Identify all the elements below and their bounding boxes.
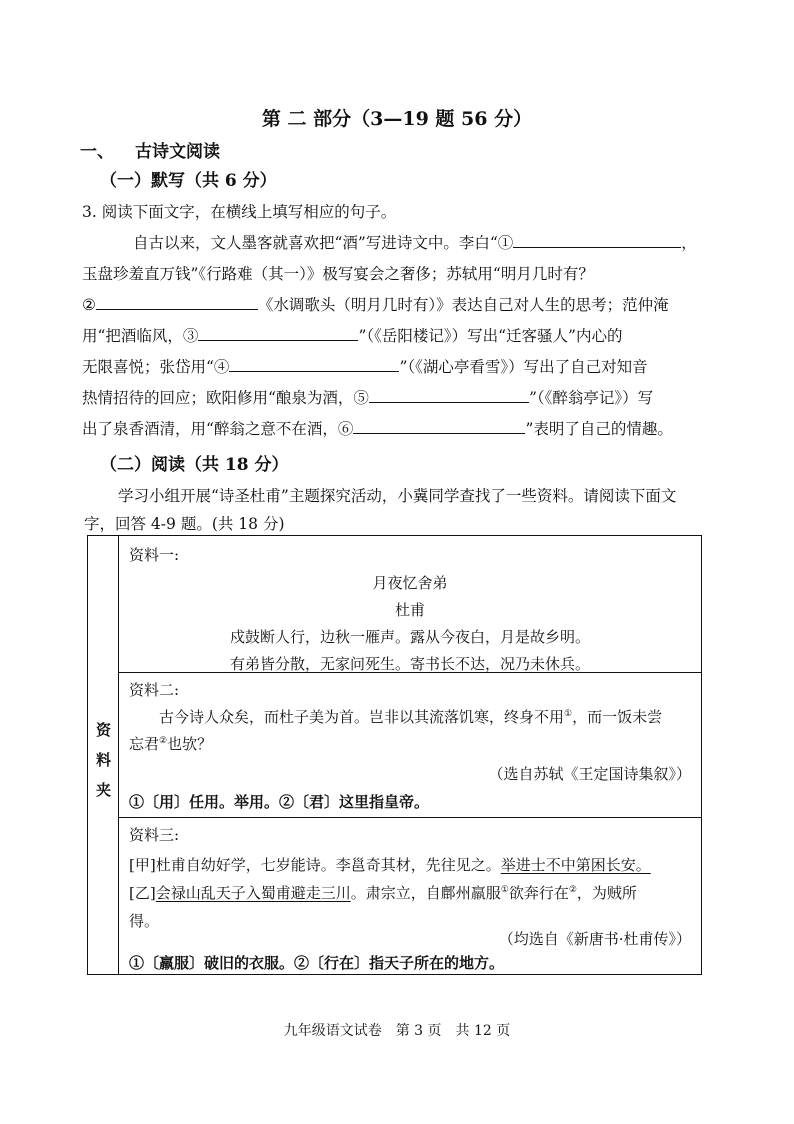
- material-3-jia: [129, 854, 651, 875]
- material-1: [119, 536, 701, 673]
- q3-line2: 玉盘珍羞直万钱”《行路难（其一）》极写宴会之奢侈；苏轼用“明月几时有？: [82, 265, 594, 283]
- q3-line1-text: 自古以来，文人墨客就喜欢把“酒”写进诗文中。李白“①: [133, 234, 514, 252]
- q3-line4-end: ”（《岳阳楼记》）写出“迁客骚人”内心的: [358, 327, 623, 345]
- q3-line6-start: 热情招待的回应；欧阳修用“酿泉为酒，⑤: [82, 389, 369, 407]
- material-1-label: 资料一:: [129, 546, 180, 564]
- section-number: 一、: [80, 142, 114, 162]
- sidebar-char-1: 资: [96, 721, 112, 739]
- material-3-label: 资料三:: [129, 826, 180, 844]
- footnote-mark-2: ②: [159, 736, 168, 746]
- q3-line7-end: ”表明了自己的情趣。: [525, 420, 673, 438]
- q3-line3: [82, 293, 669, 315]
- sidebar-char-2: 料: [96, 751, 112, 769]
- q3-line7-start: 出了泉香酒清，用“醉翁之意不在酒，⑥: [82, 420, 354, 438]
- subsection-dictation: （一）默写（共 6 分）: [100, 171, 277, 191]
- material-2-text-b: ，而一饭未尝: [572, 708, 663, 726]
- jia-underlined: 举进士不中第困长安。: [500, 856, 651, 874]
- q3-line1-end: ，: [681, 234, 697, 252]
- answer-blank-3[interactable]: [198, 326, 358, 341]
- q3-line4-start: 用“把酒临风，③: [82, 327, 199, 345]
- q3-line6-end: ”（《醉翁亭记》）写: [528, 389, 654, 407]
- material-2-text-a: 古今诗人众矣，而杜子美为首。岂非以其流落饥寒，终身不用: [159, 708, 565, 726]
- yi-text-a: 。肃宗立，自鄜州羸服: [350, 884, 501, 902]
- material-2-label: 资料二:: [129, 681, 180, 699]
- intro-line2: 字，回答 4-9 题。(共 18 分): [84, 515, 285, 533]
- material-3-note: ①〔羸服〕破旧的衣服。②〔行在〕指天子所在的地方。: [129, 954, 505, 972]
- part-title: 第 二 部分（3—19 题 56 分）: [261, 108, 533, 130]
- q3-line3-start: ②: [82, 296, 96, 314]
- intro-line1: 学习小组开展“诗圣杜甫”主题探究活动，小冀同学查找了一些资料。请阅读下面文: [118, 487, 677, 505]
- poem-line-1: 戍鼓断人行，边秋一雁声。露从今夜白，月是故乡明。: [229, 628, 590, 646]
- material-2-source: （选自苏轼《王定国诗集叙》）: [488, 765, 691, 783]
- poem-line-2: 有弟皆分散，无家问死生。寄书长不达，况乃未休兵。: [229, 655, 590, 673]
- sidebar-char-3: 夹: [96, 781, 112, 799]
- material-3-yi: [129, 882, 637, 903]
- material-3-yi-cont: 得。: [129, 912, 160, 930]
- material-2-note: ①〔用〕任用。举用。②〔君〕这里指皇帝。: [129, 793, 430, 811]
- answer-blank-6[interactable]: [353, 419, 525, 434]
- q3-line1: [133, 231, 697, 253]
- materials-sidebar: [88, 536, 119, 974]
- yi-text-b: 欲奔行在: [508, 884, 569, 902]
- material-2-text-c: 忘君: [129, 735, 160, 753]
- yi-text-c: ，为贼所: [576, 884, 637, 902]
- footnote-mark-4: ②: [568, 885, 577, 895]
- footnote-mark-1: ①: [564, 709, 573, 719]
- yi-tag: [乙]: [129, 884, 156, 902]
- poem-title: 月夜忆舍弟: [372, 574, 448, 592]
- poem-author: 杜甫: [394, 601, 425, 619]
- q3-line5: [82, 355, 648, 377]
- footnote-mark-3: ①: [500, 885, 509, 895]
- material-2: [119, 673, 701, 818]
- q3-line5-end: ”（《湖心亭看雪》）写出了自己对知音: [399, 358, 648, 376]
- material-3: [119, 818, 701, 976]
- section-title: 古诗文阅读: [135, 142, 220, 162]
- answer-blank-4[interactable]: [229, 357, 399, 372]
- q3-line4: [82, 324, 622, 346]
- q3-line5-start: 无限喜悦；张岱用“④: [82, 358, 230, 376]
- q3-line3-end: 《水调歌头（明月几时有）》表达自己对人生的思考；范仲淹: [257, 296, 669, 314]
- answer-blank-5[interactable]: [369, 388, 529, 403]
- page-footer: 九年级语文试卷 第 3 页 共 12 页: [283, 1023, 511, 1039]
- jia-text: 杜甫自幼好学，七岁能诗。李邕奇其材，先往见之。: [155, 856, 501, 874]
- jia-tag: [甲]: [129, 856, 156, 874]
- material-2-text-d: 也欤？: [167, 735, 213, 753]
- subsection-reading: （二）阅读（共 18 分）: [100, 455, 289, 475]
- q3-prompt: 3. 阅读下面文字，在横线上填写相应的句子。: [82, 203, 397, 221]
- q3-line7: [82, 417, 673, 439]
- material-2-line2: [129, 733, 212, 754]
- yi-underlined: 会禄山乱天子入蜀甫避走三川: [155, 884, 351, 902]
- answer-blank-1[interactable]: [513, 233, 681, 248]
- material-3-source: （均选自《新唐书·杜甫传》）: [498, 930, 691, 948]
- answer-blank-2[interactable]: [96, 295, 258, 310]
- materials-box: [87, 535, 702, 975]
- q3-line6: [82, 386, 653, 408]
- material-2-line1: [159, 706, 662, 727]
